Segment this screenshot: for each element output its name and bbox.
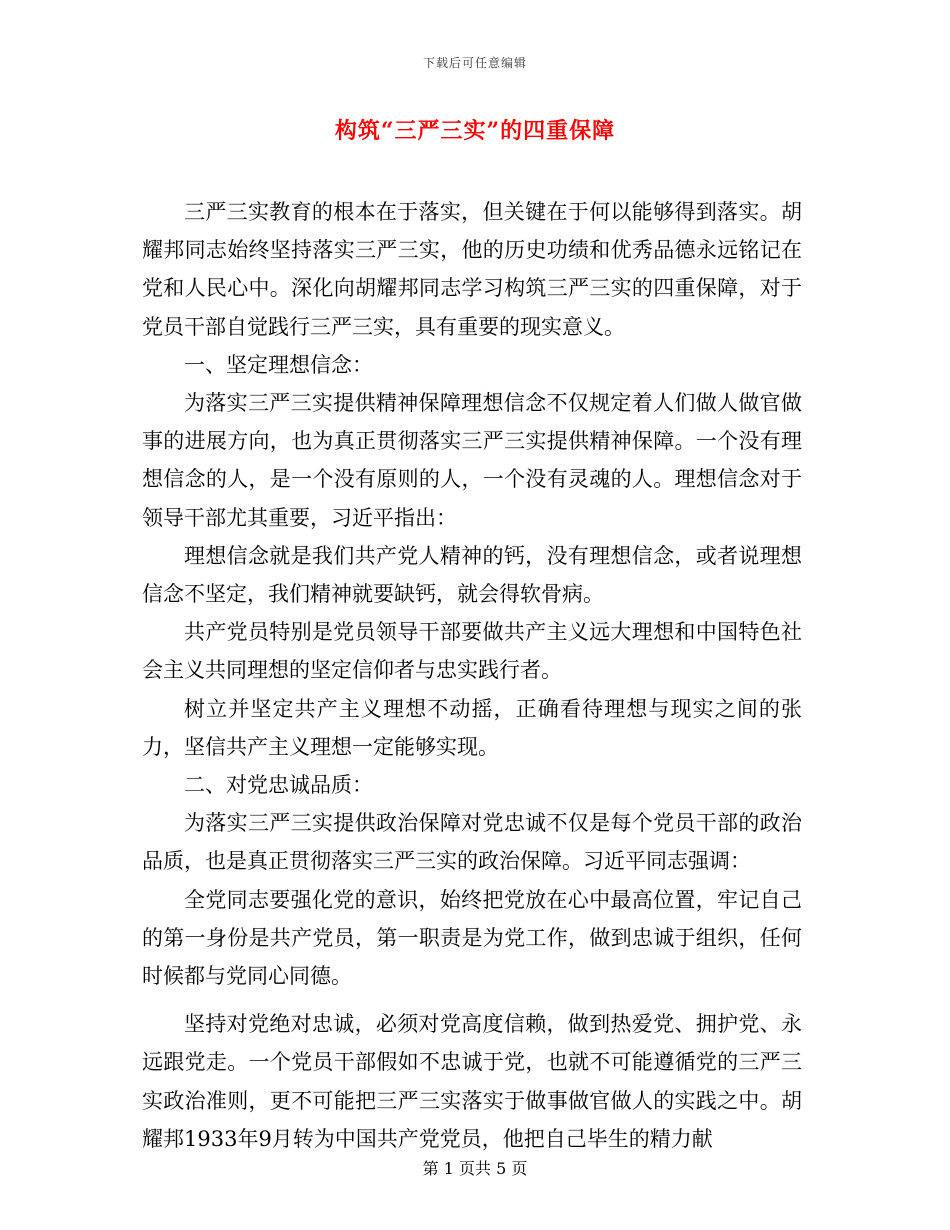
document-body <box>142 193 802 1158</box>
paragraph-intro: 三严三实教育的根本在于落实，但关键在于何以能够得到落实。胡耀邦同志始终坚持落实三严三实，他的历史功绩和优秀品德永远铭记在党和人民心中。深化向胡耀邦同志学习构筑三严三实的四重保障，对于党员干部自觉践行三严三实，具有重要的现实意义。 <box>142 200 802 339</box>
paragraph-quote: 全党同志要强化党的意识，始终把党放在心中最高位置，牢记自己的第一身份是共产党员，第一职责是为党工作，做到忠诚于组织，任何时候都与党同心同德。 <box>142 887 802 989</box>
paragraph-quote: 理想信念就是我们共产党人精神的钙，没有理想信念，或者说理想信念不坚定，我们精神就要缺钙，就会得软骨病。 <box>142 543 802 607</box>
paragraph: 坚持对党绝对忠诚，必须对党高度信赖，做到热爱党、拥护党、永远跟党走。一个党员干部假如不忠诚于党，也就不可能遵循党的三严三实政治准则，更不可能把三严三实落实于做事做官做人的实践之中。胡耀邦1933年9月转为中国共产党党员，他把自己毕生的精力献 <box>142 1012 802 1151</box>
section-heading-1: 一、坚定理想信念： <box>184 352 373 377</box>
paragraph: 为落实三严三实提供政治保障对党忠诚不仅是每个党员干部的政治品质，也是真正贯彻落实三严三实的政治保障。习近平同志强调： <box>142 811 802 874</box>
document-title: 构筑“三严三实”的四重保障 <box>334 118 616 144</box>
section-heading-2: 二、对党忠诚品质： <box>184 773 373 798</box>
page-number-footer: 第 1 页共 5 页 <box>422 1159 528 1178</box>
paragraph: 共产党员特别是党员领导干部要做共产主义远大理想和中国特色社会主义共同理想的坚定信仰者与忠实践行者。 <box>142 620 802 683</box>
paragraph: 树立并坚定共产主义理想不动摇，正确看待理想与现实之间的张力，坚信共产主义理想一定能够实现。 <box>142 696 802 759</box>
paragraph: 为落实三严三实提供精神保障理想信念不仅规定着人们做人做官做事的进展方向，也为真正贯彻落实三严三实提供精神保障。一个没有理想信念的人，是一个没有原则的人，一个没有灵魂的人。理想信念对于领导干部尤其重要，习近平指出： <box>142 391 802 530</box>
header-note: 下载后可任意编辑 <box>422 56 527 70</box>
